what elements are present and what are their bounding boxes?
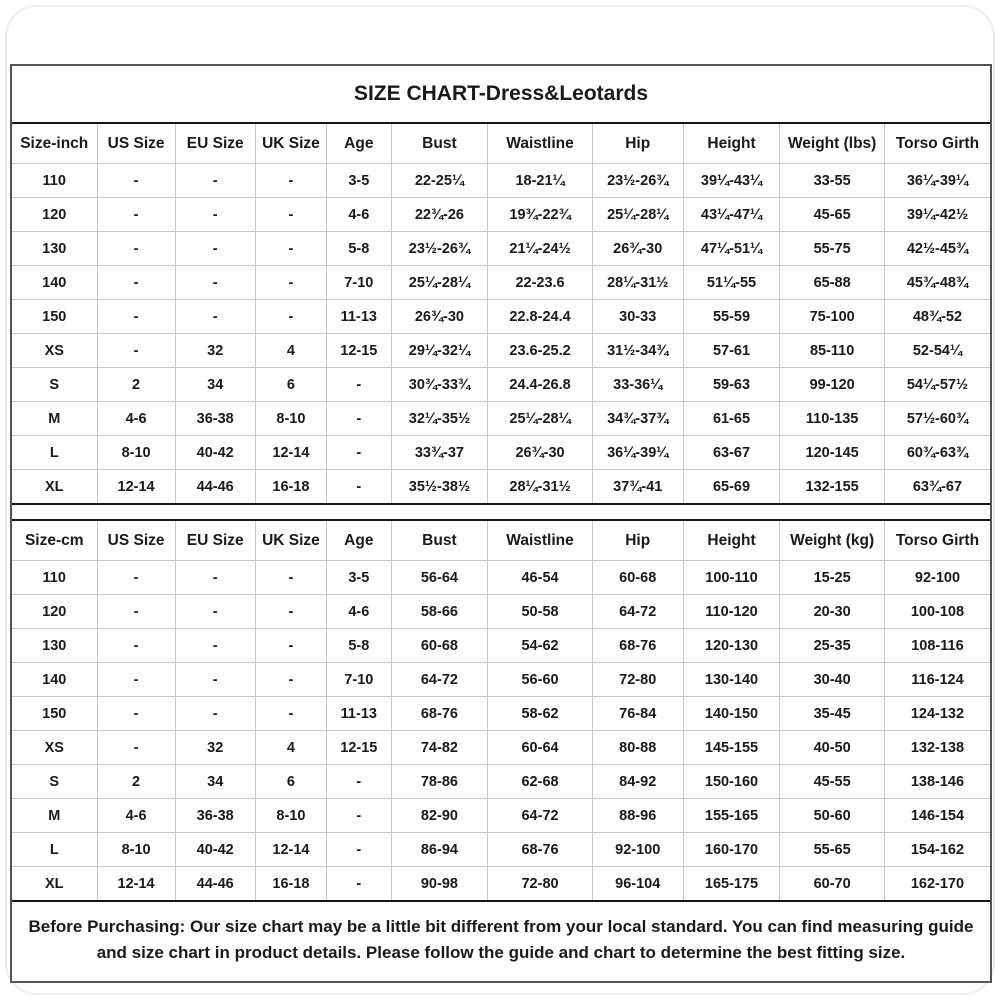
table-cell: 35-45 [780,697,885,731]
table-cell: 110 [12,164,97,198]
table-cell: 32¼-35½ [391,402,488,436]
table-cell: 4 [255,731,326,765]
table-cell: - [255,198,326,232]
table-cell: 30-33 [592,300,683,334]
table-cell: 7-10 [327,266,391,300]
table-cell: 54-62 [488,629,593,663]
table-cell: 16-18 [255,470,326,505]
table-cell: - [97,629,175,663]
table-row [12,436,990,470]
table-cell: L [12,833,97,867]
table-cell: L [12,436,97,470]
table-cell: 65-88 [780,266,885,300]
table-cell: 60-64 [488,731,593,765]
table-cell: - [97,334,175,368]
size-table-cm [12,519,990,902]
table-cell: - [255,595,326,629]
table-cell: - [175,164,255,198]
table-cell: 23.6-25.2 [488,334,593,368]
table-row [12,731,990,765]
table-cell: 44-46 [175,470,255,505]
column-header: Size-inch [12,123,97,164]
table-cell: 23½-26¾ [391,232,488,266]
table-row [12,663,990,697]
table-cell: 42½-45¾ [884,232,990,266]
table-cell: 46-54 [488,561,593,595]
table-cell: 54¼-57½ [884,368,990,402]
table-cell: 12-14 [255,436,326,470]
table-cell: XL [12,470,97,505]
table-cell: 86-94 [391,833,488,867]
table-cell: 84-92 [592,765,683,799]
column-header: Bust [391,123,488,164]
table-cell: 33-55 [780,164,885,198]
table-cell: 36¼-39¼ [884,164,990,198]
table-cell: 28¼-31½ [592,266,683,300]
table-cell: 21¼-24½ [488,232,593,266]
table-cell: 56-64 [391,561,488,595]
table-cell: 28¼-31½ [488,470,593,505]
table-cell: 85-110 [780,334,885,368]
table-cell: - [255,232,326,266]
table-row [12,266,990,300]
table-row [12,402,990,436]
table-cell: 140-150 [683,697,780,731]
table-cell: 138-146 [884,765,990,799]
table-cell: 150-160 [683,765,780,799]
table-cell: - [175,266,255,300]
table-cell: 130 [12,629,97,663]
table-cell: 25¼-28¼ [488,402,593,436]
table-cell: 51¼-55 [683,266,780,300]
table-cell: 8-10 [255,402,326,436]
table-cell: 62-68 [488,765,593,799]
table-cell: 55-75 [780,232,885,266]
table-cell: 100-110 [683,561,780,595]
table-cell: 36-38 [175,402,255,436]
table-cell: 60-68 [391,629,488,663]
size-table-inch [12,122,990,505]
table-cell: 22¾-26 [391,198,488,232]
table-cell: 35½-38½ [391,470,488,505]
table-cell: 52-54¼ [884,334,990,368]
table-cell: - [255,561,326,595]
table-cell: 39¼-43¼ [683,164,780,198]
table-cell: 58-66 [391,595,488,629]
table-cell: 36-38 [175,799,255,833]
table-cell: 23½-26¾ [592,164,683,198]
table-cell: 96-104 [592,867,683,902]
table-cell: 68-76 [391,697,488,731]
table-cell: 5-8 [327,629,391,663]
table-row [12,765,990,799]
table-cell: - [255,300,326,334]
column-header: Weight (kg) [780,520,885,561]
table-cell: 12-14 [255,833,326,867]
column-header: Torso Girth [884,520,990,561]
table-cell: 36¼-39¼ [592,436,683,470]
table-cell: 22-23.6 [488,266,593,300]
table-cell: 34¾-37¾ [592,402,683,436]
table-cell: - [97,561,175,595]
table-cell: - [97,300,175,334]
table-cell: - [175,561,255,595]
table-row [12,595,990,629]
table-cell: 130 [12,232,97,266]
table-cell: 60¾-63¾ [884,436,990,470]
table-cell: 4-6 [97,799,175,833]
table-cell: - [97,164,175,198]
column-header: US Size [97,123,175,164]
table-cell: 20-30 [780,595,885,629]
column-header: Hip [592,123,683,164]
table-cell: 40-42 [175,833,255,867]
table-cell: 4-6 [327,595,391,629]
table-row [12,300,990,334]
table-cell: - [327,867,391,902]
table-cell: 99-120 [780,368,885,402]
table-cell: 22.8-24.4 [488,300,593,334]
table-cell: 19¾-22¾ [488,198,593,232]
table-cell: 55-65 [780,833,885,867]
table-cell: 64-72 [488,799,593,833]
table-cell: 150 [12,300,97,334]
table-cell: 11-13 [327,697,391,731]
table-row [12,198,990,232]
column-header: US Size [97,520,175,561]
table-row [12,833,990,867]
column-header: Age [327,520,391,561]
table-cell: - [175,595,255,629]
column-header: UK Size [255,520,326,561]
table-cell: 43¼-47¼ [683,198,780,232]
table-cell: - [175,198,255,232]
table-header-row-cm [12,520,990,561]
table-cell: 64-72 [592,595,683,629]
table-cell: - [175,663,255,697]
table-cell: 162-170 [884,867,990,902]
table-cell: 120 [12,198,97,232]
table-cell: 50-58 [488,595,593,629]
table-cell: 26¾-30 [488,436,593,470]
table-row [12,697,990,731]
table-cell: 72-80 [592,663,683,697]
column-header: Bust [391,520,488,561]
table-cell: - [175,697,255,731]
column-header: Height [683,123,780,164]
column-header: Hip [592,520,683,561]
table-cell: 3-5 [327,561,391,595]
column-header: UK Size [255,123,326,164]
table-cell: 60-70 [780,867,885,902]
table-cell: - [255,629,326,663]
table-cell: S [12,368,97,402]
table-row [12,470,990,505]
table-cell: 60-68 [592,561,683,595]
table-cell: - [327,436,391,470]
table-cell: 78-86 [391,765,488,799]
column-header: Size-cm [12,520,97,561]
table-cell: 82-90 [391,799,488,833]
table-cell: 76-84 [592,697,683,731]
table-cell: 24.4-26.8 [488,368,593,402]
page-title: SIZE CHART-Dress&Leotards [353,82,649,105]
table-cell: 165-175 [683,867,780,902]
table-cell: 44-46 [175,867,255,902]
table-cell: 39¼-42½ [884,198,990,232]
table-cell: 4-6 [327,198,391,232]
table-row [12,334,990,368]
table-cell: - [327,402,391,436]
table-cell: 58-62 [488,697,593,731]
table-cell: 57½-60¾ [884,402,990,436]
column-header: Age [327,123,391,164]
column-header: EU Size [175,123,255,164]
table-cell: 8-10 [97,833,175,867]
table-cell: 146-154 [884,799,990,833]
table-cell: - [97,697,175,731]
table-cell: 25-35 [780,629,885,663]
table-cell: 92-100 [884,561,990,595]
table-cell: - [327,799,391,833]
table-cell: 33-36¼ [592,368,683,402]
table-cell: 32 [175,731,255,765]
table-cell: 12-15 [327,731,391,765]
table-cell: 61-65 [683,402,780,436]
table-cell: 31½-34¾ [592,334,683,368]
table-cell: 3-5 [327,164,391,198]
table-cell: 4 [255,334,326,368]
table-cell: 120 [12,595,97,629]
table-cell: 56-60 [488,663,593,697]
table-cell: 6 [255,765,326,799]
table-cell: - [97,232,175,266]
table-cell: 11-13 [327,300,391,334]
table-cell: - [255,663,326,697]
table-cell: 8-10 [255,799,326,833]
table-cell: - [327,368,391,402]
table-cell: 145-155 [683,731,780,765]
table-cell: 34 [175,368,255,402]
table-cell: - [97,198,175,232]
table-cell: 50-60 [780,799,885,833]
table-cell: - [97,731,175,765]
table-cell: - [327,470,391,505]
table-cell: 110 [12,561,97,595]
table-cell: 160-170 [683,833,780,867]
size-chart-panel [10,64,992,983]
table-cell: 110-135 [780,402,885,436]
table-cell: S [12,765,97,799]
table-cell: 72-80 [488,867,593,902]
table-cell: - [255,697,326,731]
table-cell: 130-140 [683,663,780,697]
table-cell: 140 [12,266,97,300]
table-cell: 68-76 [592,629,683,663]
table-cell: 47¼-51¼ [683,232,780,266]
table-cell: 132-155 [780,470,885,505]
table-cell: - [175,300,255,334]
table-cell: 74-82 [391,731,488,765]
table-cell: - [255,164,326,198]
table-cell: 65-69 [683,470,780,505]
table-header-row-inch [12,123,990,164]
table-cell: 45-65 [780,198,885,232]
table-cell: 37¾-41 [592,470,683,505]
table-row [12,164,990,198]
table-cell: 116-124 [884,663,990,697]
table-row [12,867,990,902]
table-cell: 140 [12,663,97,697]
table-row [12,232,990,266]
table-cell: 34 [175,765,255,799]
table-cell: 120-130 [683,629,780,663]
table-cell: 68-76 [488,833,593,867]
table-cell: 40-50 [780,731,885,765]
table-cell: - [97,266,175,300]
table-cell: - [97,595,175,629]
table-cell: 63-67 [683,436,780,470]
table-cell: 45¾-48¾ [884,266,990,300]
table-cell: 40-42 [175,436,255,470]
table-cell: 6 [255,368,326,402]
table-cell: 64-72 [391,663,488,697]
table-cell: 8-10 [97,436,175,470]
table-cell: - [175,629,255,663]
table-cell: 12-14 [97,470,175,505]
table-cell: XS [12,731,97,765]
table-cell: 12-14 [97,867,175,902]
table-cell: 29¼-32¼ [391,334,488,368]
table-cell: 90-98 [391,867,488,902]
table-cell: 33¾-37 [391,436,488,470]
table-cell: 120-145 [780,436,885,470]
table-cell: 5-8 [327,232,391,266]
table-cell: - [255,266,326,300]
table-cell: 55-59 [683,300,780,334]
table-row [12,368,990,402]
table-cell: 22-25¼ [391,164,488,198]
table-row [12,561,990,595]
table-cell: 18-21¼ [488,164,593,198]
table-row [12,799,990,833]
table-cell: - [327,833,391,867]
table-cell: 75-100 [780,300,885,334]
table-cell: 26¾-30 [391,300,488,334]
table-cell: 100-108 [884,595,990,629]
table-cell: 57-61 [683,334,780,368]
table-cell: 154-162 [884,833,990,867]
table-cell: 15-25 [780,561,885,595]
table-cell: - [175,232,255,266]
column-header: Waistline [488,520,593,561]
column-header: Weight (lbs) [780,123,885,164]
table-cell: 110-120 [683,595,780,629]
table-cell: 7-10 [327,663,391,697]
table-cell: 16-18 [255,867,326,902]
table-cell: XS [12,334,97,368]
table-cell: 30¾-33¾ [391,368,488,402]
column-header: EU Size [175,520,255,561]
table-cell: 48¾-52 [884,300,990,334]
table-cell: M [12,799,97,833]
table-row [12,629,990,663]
table-cell: 132-138 [884,731,990,765]
table-cell: 59-63 [683,368,780,402]
table-cell: 88-96 [592,799,683,833]
table-cell: 26¾-30 [592,232,683,266]
table-cell: 92-100 [592,833,683,867]
table-cell: 25¼-28¼ [391,266,488,300]
table-divider-gap [12,505,990,519]
table-cell: 45-55 [780,765,885,799]
table-cell: M [12,402,97,436]
table-cell: 124-132 [884,697,990,731]
purchase-note: Before Purchasing: Our size chart may be a little bit different from your local standard. You can find measuring guide and size chart in product details. Please follow the guide and chart to determine the best fitting size. [28,917,974,963]
table-cell: 30-40 [780,663,885,697]
table-cell: 155-165 [683,799,780,833]
table-cell: 32 [175,334,255,368]
column-header: Torso Girth [884,123,990,164]
table-cell: 4-6 [97,402,175,436]
table-cell: 2 [97,368,175,402]
table-cell: 63¾-67 [884,470,990,505]
table-cell: 150 [12,697,97,731]
table-cell: - [97,663,175,697]
column-header: Waistline [488,123,593,164]
table-cell: - [327,765,391,799]
table-cell: 108-116 [884,629,990,663]
table-cell: XL [12,867,97,902]
table-cell: 80-88 [592,731,683,765]
table-cell: 2 [97,765,175,799]
column-header: Height [683,520,780,561]
table-cell: 12-15 [327,334,391,368]
table-cell: 25¼-28¼ [592,198,683,232]
